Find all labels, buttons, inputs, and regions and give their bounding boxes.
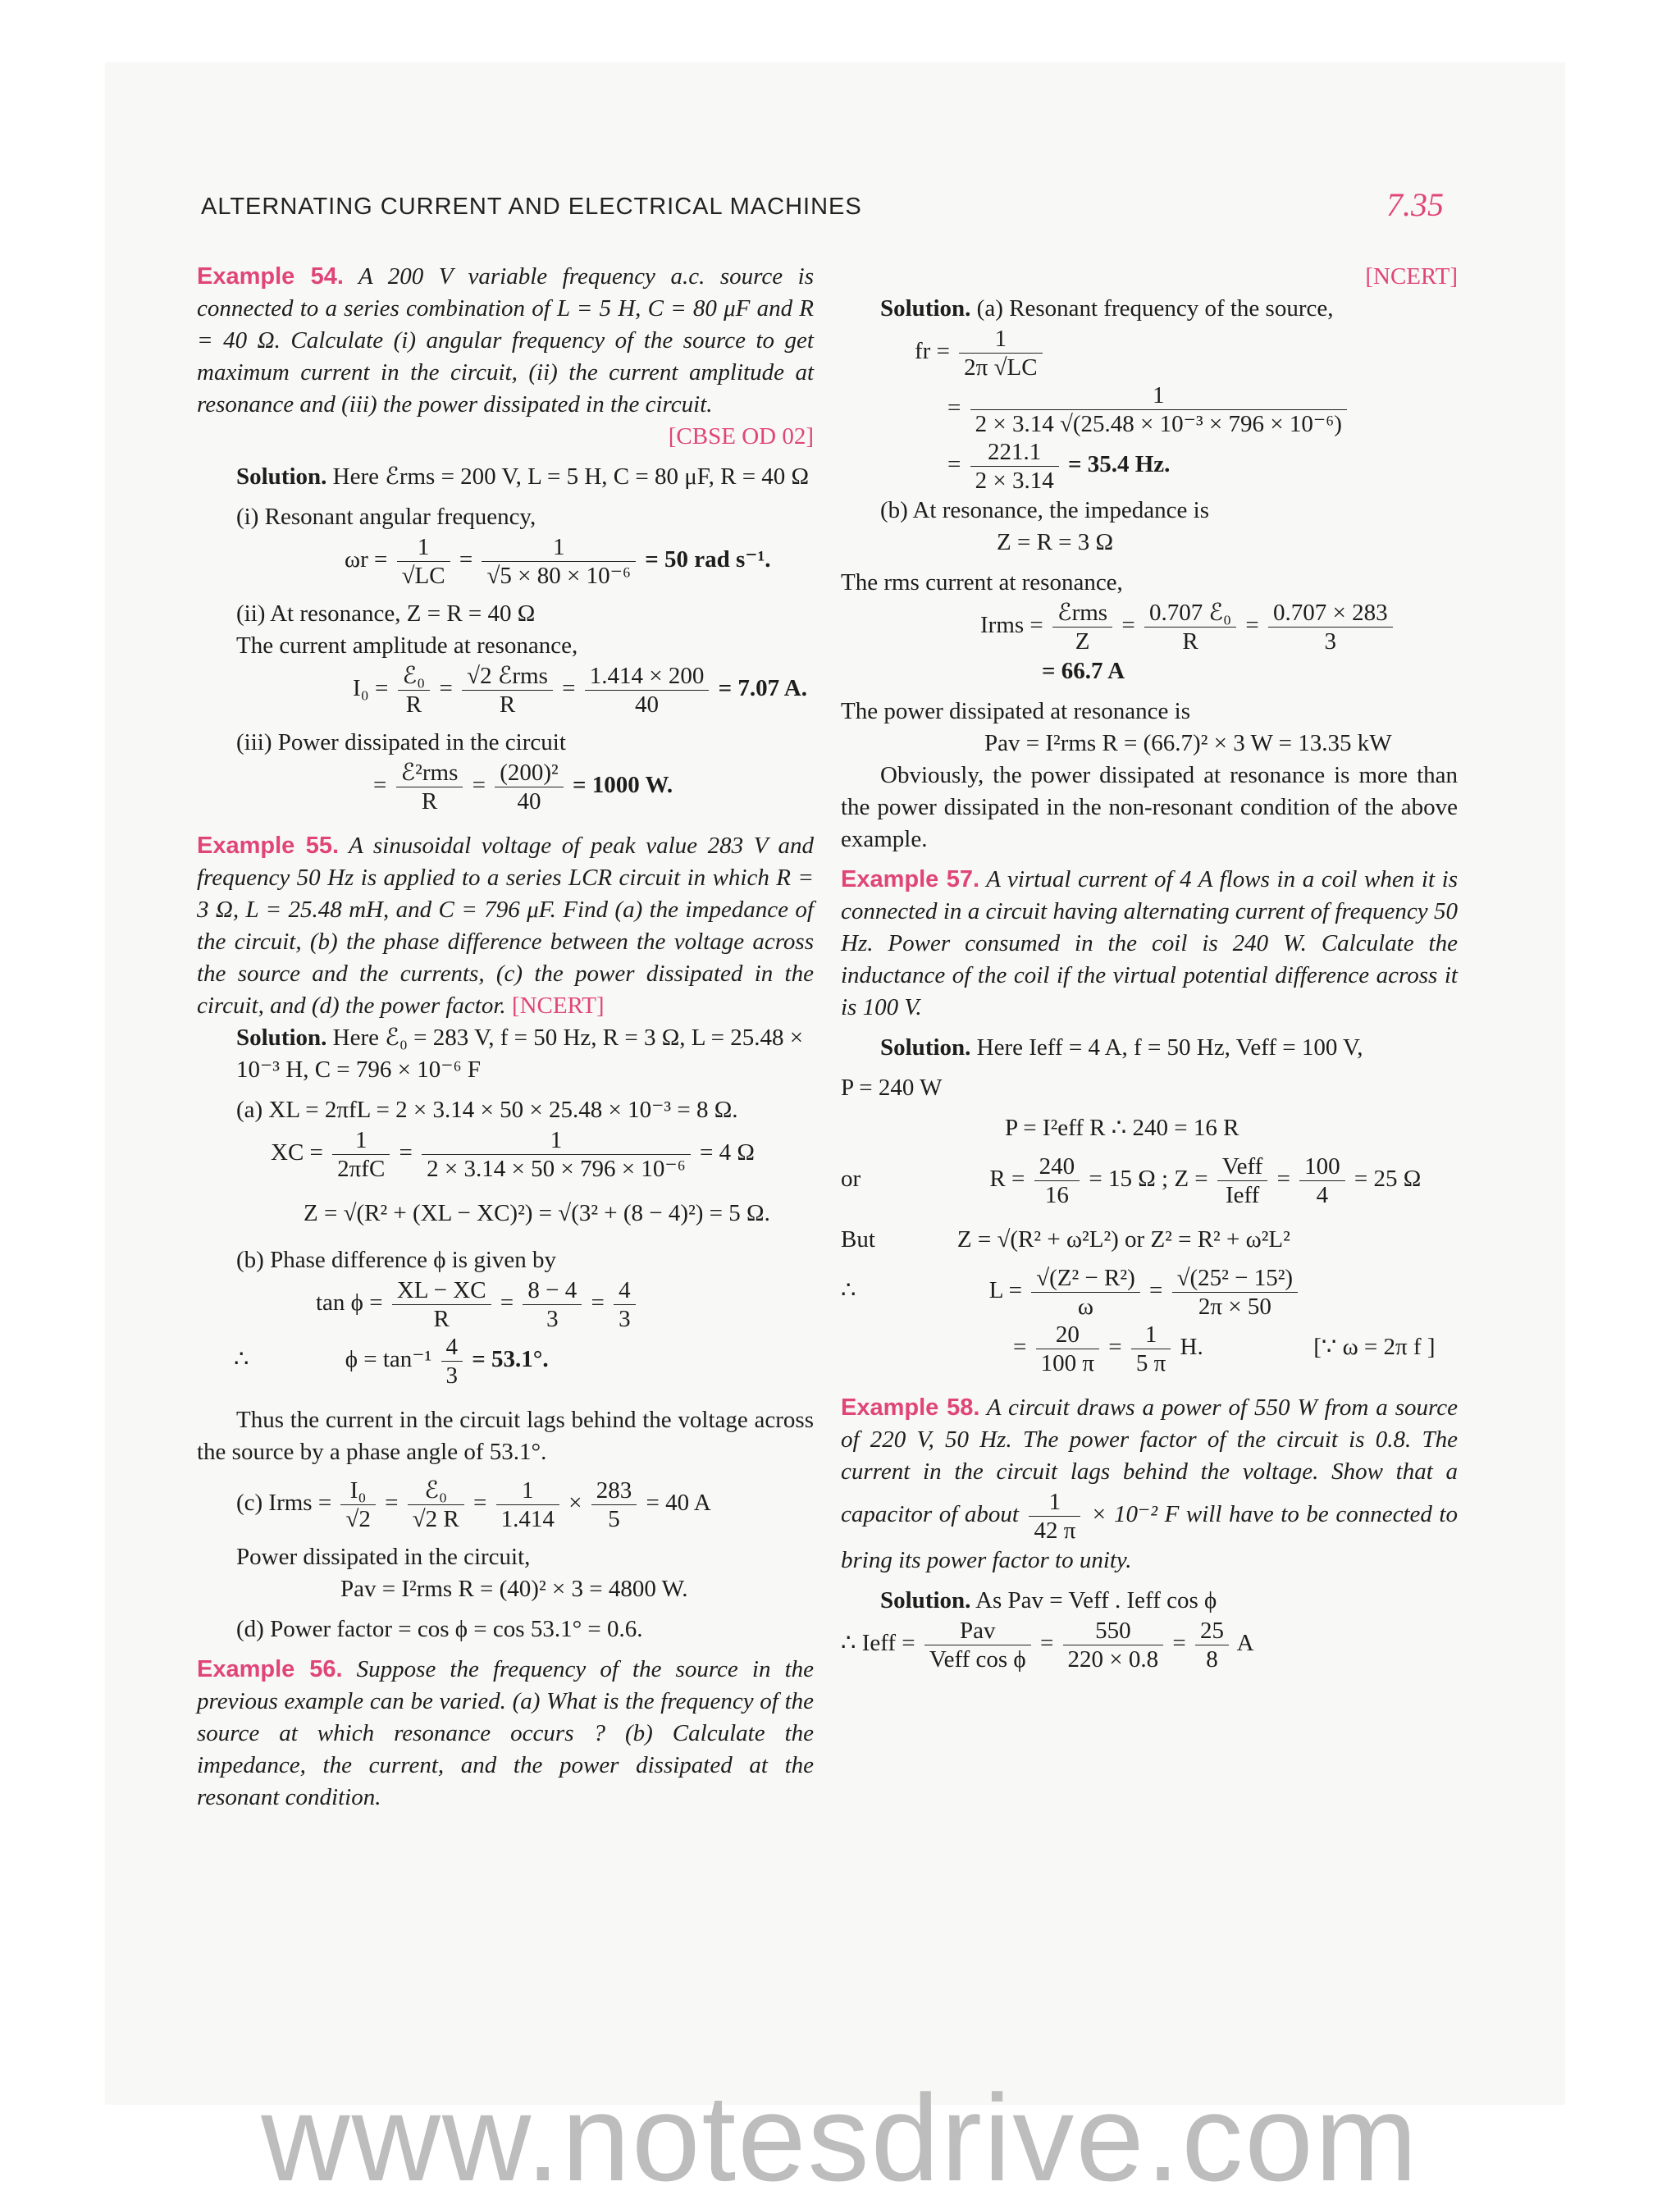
fraction-numerator: 25 <box>1195 1617 1229 1645</box>
fraction-denominator: 8 <box>1206 1646 1218 1673</box>
fraction-denominator: 3 <box>1324 628 1337 655</box>
example-57: Example 57. A virtual current of 4 A flows in a coil when it is connected in a circuit having alternating current of frequency 50 Hz. Power consumed in the coil is 240 W. Calculate the inductance of the coil if the virtual potential difference across it is 100 V. <box>841 866 1459 1020</box>
xc-equation: XC = $\frac{1}{\text{2πfC}}$ = $\frac{1}{\text{2 × 3.14 × 50 × 796 × 10⁻⁶}}$ = 4 Ω <box>271 1127 755 1182</box>
fraction-numerator: 100 <box>1299 1152 1345 1181</box>
example-55-tag: [NCERT] <box>511 993 605 1019</box>
fraction-numerator: 1 <box>422 1126 691 1155</box>
fraction-denominator: 40 <box>517 788 541 815</box>
fraction <box>523 1276 582 1333</box>
step-b-label: (b) Phase difference ϕ is given by <box>236 1247 556 1273</box>
example-56-label: Example 56. <box>197 1656 343 1682</box>
right-column <box>841 261 1458 1673</box>
fraction-numerator: (200)² <box>495 759 564 787</box>
example-56: Example 56. Suppose the frequency of the source in the previous example can be varied. (a) What is the frequency of the source at which resonance occurs ? (b) Calculate the impedance, the current, and the power dissipated at the resonant condition. <box>197 1656 815 1810</box>
fraction-denominator: 40 <box>635 691 660 718</box>
fr-equation: fr = $\frac{1}{2\pi √LC}$ <box>841 325 1458 381</box>
fraction <box>462 662 553 719</box>
fraction <box>1217 1152 1267 1209</box>
fraction-denominator: 3 <box>445 1362 459 1389</box>
fraction-denominator: ω <box>1077 1294 1094 1320</box>
fraction <box>614 1276 636 1333</box>
running-header: ALTERNATING CURRENT AND ELECTRICAL MACHINES <box>201 194 862 220</box>
page-number: 7.35 <box>1386 186 1444 223</box>
power-equation: Pav = I²rms R = (40)² × 3 = 4800 W. <box>340 1576 688 1602</box>
fraction-numerator: 1 <box>482 533 636 562</box>
xl-equation: (a) XL = 2πfL = 2 × 3.14 × 50 × 25.48 × 10⁻³ = 8 Ω. <box>236 1097 738 1123</box>
example-54 <box>197 261 814 421</box>
lag-text: Thus the current in the circuit lags behind the voltage across the source by a phase angle of 53.1°. <box>197 1407 814 1465</box>
fraction-denominator: 2 × 3.14 √(25.48 × 10⁻³ × 796 × 10⁻⁶) <box>975 411 1342 437</box>
fraction-denominator: 100 π <box>1040 1350 1095 1376</box>
fraction <box>1172 1264 1298 1321</box>
example-56-solution: Solution. (a) Resonant frequency of the source, <box>880 295 1334 322</box>
omega-equation: ωr = $\frac{1}{√LC}$ = $\frac{1}{\text{√5 × 80 × 10⁻⁶}}$ = 50 rad s⁻¹. <box>345 534 771 589</box>
fraction-numerator: 1 <box>959 325 1042 354</box>
ieff-equation: ∴ Ieff = $\frac{\text{Pav}}{\text{Veff cos ϕ}}$ = $\frac{550}{220 \times 0.8}$ = $\frac{25}{8}$ A <box>841 1618 1254 1673</box>
fraction-numerator: 4 <box>614 1276 636 1305</box>
step-iii-label: (iii) Power dissipated in the circuit <box>236 729 566 755</box>
fraction-numerator: 1 <box>970 381 1347 410</box>
fraction-numerator: 0.707 × 283 <box>1268 599 1393 628</box>
fraction-numerator: 20 <box>1036 1321 1099 1349</box>
irms-equation: Irms = $\frac{\text{ℰrms}}{Z}$ = $\frac{\text{0.707 ℰ₀}}{R}$ = $\frac{0.707 \times 283}{3}$ <box>841 599 1458 655</box>
fraction <box>392 1276 491 1333</box>
fraction-numerator: Veff <box>1217 1152 1267 1181</box>
fraction-numerator: I₀ <box>340 1476 375 1505</box>
fraction <box>924 1617 1031 1673</box>
fr-equation-step: = $\frac{1}{\text{2 × 3.14 √(25.48 × 10⁻³ × 796 × 10⁻⁶)}}$ <box>841 381 1458 438</box>
fraction <box>970 381 1347 438</box>
obvious-text: Obviously, the power dissipated at resonance is more than the power dissipated in the non-resonant condition of the above example. <box>841 762 1458 852</box>
fraction-denominator: √LC <box>401 563 445 589</box>
example-55-given: Solution. Here ℰ₀ = 283 V, f = 50 Hz, R = 3 Ω, L = 25.48 × 10⁻³ H, C = 796 × 10⁻⁶ F <box>236 1025 804 1083</box>
example-54-given: Solution. Here ℰrms = 200 V, L = 5 H, C = 80 μF, R = 40 Ω <box>236 463 810 490</box>
fraction-denominator: 16 <box>1044 1182 1069 1208</box>
example-56-tag: [NCERT] <box>1365 263 1458 290</box>
fraction-denominator: R <box>1182 628 1198 655</box>
fraction-denominator: √2 R <box>412 1506 459 1532</box>
fraction-denominator: R <box>499 691 516 718</box>
fraction <box>970 438 1059 495</box>
example-57-given: Solution. Here Ieff = 4 A, f = 50 Hz, Veff = 100 V, <box>880 1034 1363 1061</box>
fraction <box>1029 1488 1080 1545</box>
fraction-denominator: 2 × 3.14 <box>975 468 1054 494</box>
fraction <box>1144 599 1236 655</box>
fraction <box>495 759 564 815</box>
fraction-numerator: 221.1 <box>970 438 1059 467</box>
fraction <box>1268 599 1393 655</box>
r-z-equation: or R = $\frac{240}{16}$ = 15 Ω ; Z = $\frac{\text{Veff}}{\text{Ieff}}$ = $\frac{100}{4}$ = 25 Ω <box>841 1153 1422 1208</box>
fr-result: = $\frac{221.1}{2 \times 3.14}$ = 35.4 Hz. <box>947 439 1171 494</box>
fraction-denominator: √2 <box>345 1506 371 1532</box>
irms-equation: (c) Irms = $\frac{\text{I₀}}{√2}$ = $\frac{\text{ℰ₀}}{√2 R}$ = $\frac{1}{1.414}$ × $\frac{283}{5}$ = 40 A <box>236 1477 711 1532</box>
fraction <box>398 662 431 719</box>
fraction-numerator: ℰ₀ <box>408 1476 464 1505</box>
fraction-numerator: ℰ²rms <box>396 759 463 787</box>
fraction-denominator: 4 <box>1316 1182 1329 1208</box>
impedance-line: Z = R = 3 Ω <box>997 529 1114 555</box>
l-equation: ∴ L = $\frac{\text{√(Z² − R²)}}{\omega}$ = $\frac{\text{√(25² − 15²)}}{2\pi \times 50}$ <box>841 1264 1458 1321</box>
step-b-label: (b) At resonance, the impedance is <box>880 497 1210 523</box>
fraction-numerator: 1 <box>1029 1488 1080 1517</box>
fraction-denominator: R <box>433 1306 450 1332</box>
power-equation: = $\frac{\text{ℰ²rms}}{R}$ = $\frac{\text{(200)²}}{40}$ = 1000 W. <box>373 760 673 815</box>
fraction-denominator: 220 × 0.8 <box>1067 1646 1159 1673</box>
fraction-denominator: 3 <box>546 1306 559 1332</box>
fraction <box>1036 1321 1099 1377</box>
current-amplitude-equation: I₀ = $\frac{\text{ℰ₀}}{R}$ = $\frac{\text{√2 ℰrms}}{R}$ = $\frac{1.414 \times 200}{40}$ = 7.07 A. <box>353 663 807 718</box>
fraction <box>1031 1264 1140 1321</box>
irms-result: = 66.7 A <box>1042 658 1125 684</box>
fraction <box>441 1333 463 1390</box>
example-58-solution: Solution. As Pav = Veff . Ieff cos ϕ <box>880 1587 1217 1613</box>
fraction-numerator: 4 <box>441 1333 463 1362</box>
phi-equation: ∴ ϕ = tan⁻¹ $\frac{4}{3}$ = 53.1°. <box>234 1334 549 1389</box>
example-57-label: Example 57. <box>841 866 980 892</box>
fraction-numerator: ℰrms <box>1052 599 1112 628</box>
example-54-tag: [CBSE OD 02] <box>668 423 814 450</box>
fraction-denominator: 2π × 50 <box>1198 1294 1271 1320</box>
fraction <box>591 1476 637 1533</box>
example-55-label: Example 55. <box>197 833 340 859</box>
fraction <box>1131 1321 1171 1377</box>
impedance-equation: Z = √(R² + (XL − XC)²) = √(3² + (8 − 4)²) = 5 Ω. <box>304 1200 770 1226</box>
fraction-numerator: XL − XC <box>392 1276 491 1305</box>
example-58: Example 58. A circuit draws a power of 550 W from a source of 220 V, 50 Hz. The power factor of the circuit is 0.8. The current in the circuit lags behind the voltage. Show that a capacitor of about $\frac{1}{42 \pi}$ × 10⁻² F will have to be connected to bring its power factor to unity. <box>841 1394 1458 1573</box>
fraction-numerator: Pav <box>924 1617 1031 1645</box>
power-factor-line: (d) Power factor = cos ϕ = cos 53.1° = 0.6. <box>236 1616 643 1642</box>
step-i-label: (i) Resonant angular frequency, <box>236 504 536 530</box>
omega-note: [∵ ω = 2π f ] <box>1313 1334 1436 1361</box>
left-column <box>197 261 814 1814</box>
fraction-numerator: 1 <box>332 1126 390 1155</box>
l-result: = $\frac{20}{100 \pi}$ = $\frac{1}{5 \pi}$ H. [∵ ω = 2π f ] <box>1013 1321 1436 1376</box>
fraction <box>482 533 636 590</box>
fraction <box>422 1126 691 1183</box>
fraction-denominator: R <box>421 788 438 815</box>
fraction <box>1299 1152 1345 1209</box>
fraction-numerator: √2 ℰrms <box>462 662 553 691</box>
power-text: Power dissipated in the circuit, <box>236 1544 531 1570</box>
fraction-denominator: 5 π <box>1135 1350 1166 1376</box>
fraction <box>1052 599 1112 655</box>
fraction <box>340 1476 375 1533</box>
fraction-denominator: 2π √LC <box>964 354 1038 381</box>
fraction-denominator: R <box>405 691 422 718</box>
fraction-numerator: 1.414 × 200 <box>585 662 710 691</box>
example-57-given-power: P = 240 W <box>841 1075 943 1101</box>
fraction-numerator: ℰ₀ <box>398 662 431 691</box>
fraction-denominator: √5 × 80 × 10⁻⁶ <box>486 563 631 589</box>
step-ii-text: The current amplitude at resonance, <box>236 632 578 659</box>
example-58-label: Example 58. <box>841 1394 980 1421</box>
fraction-numerator: 283 <box>591 1476 637 1505</box>
fraction-numerator: 1 <box>397 533 450 562</box>
fraction-denominator: 2 × 3.14 × 50 × 796 × 10⁻⁶ <box>427 1156 686 1182</box>
fraction-denominator: 42 π <box>1034 1518 1076 1544</box>
fraction <box>1063 1617 1164 1673</box>
example-54-question: A 200 V variable frequency a.c. source is connected to a series combination of L = 5 H, C = 80 μF and R = 40 Ω. Calculate (i) angular frequency of the source to get maximum current in the circuit, (ii) the current amplitude at resonance and (iii) the power dissipated in the circuit. <box>197 263 815 418</box>
fraction <box>396 759 463 815</box>
tan-equation: tan ϕ = $\frac{XL - XC}{R}$ = $\frac{8 - 4}{3}$ = $\frac{4}{3}$ <box>197 1276 814 1333</box>
fraction-denominator: 1.414 <box>500 1506 555 1532</box>
fraction <box>397 533 450 590</box>
fraction-numerator: √(Z² − R²) <box>1031 1264 1140 1293</box>
example-55: Example 55. A sinusoidal voltage of peak value 283 V and frequency 50 Hz is applied to a series LCR circuit in which R = 3 Ω, L = 25.48 mH, and C = 796 μF. Find (a) the impedance of the circuit, (b) the phase difference between the voltage across the source and the currents, (c) the power dissipated in the circuit, and (d) the power factor. [NCERT] <box>197 833 814 1019</box>
p-equation: P = I²eff R ∴ 240 = 16 R <box>1005 1115 1239 1141</box>
watermark: www.notesdrive.com <box>261 2069 1419 2207</box>
fraction-denominator: 3 <box>619 1306 631 1332</box>
fraction-denominator: Veff cos ϕ <box>929 1646 1026 1673</box>
fraction-denominator: 5 <box>608 1506 620 1532</box>
fraction-denominator: 2πfC <box>337 1156 386 1182</box>
fraction-denominator: Ieff <box>1225 1182 1260 1208</box>
fraction <box>408 1476 464 1533</box>
solution-label: Solution. <box>236 463 327 490</box>
fraction-numerator: √(25² − 15²) <box>1172 1264 1298 1293</box>
fraction <box>959 325 1042 381</box>
step-ii-label: (ii) At resonance, Z = R = 40 Ω <box>236 600 536 627</box>
fraction <box>1195 1617 1229 1673</box>
fraction-numerator: 1 <box>496 1476 559 1505</box>
fraction <box>1034 1152 1080 1209</box>
power-equation: Pav = I²rms R = (66.7)² × 3 W = 13.35 kW <box>984 730 1392 756</box>
power-text: The power dissipated at resonance is <box>841 698 1190 724</box>
fraction-denominator: Z <box>1075 628 1090 655</box>
fraction <box>585 662 710 719</box>
example-54-label: Example 54. <box>197 263 344 290</box>
but-equation: But Z = √(R² + ω²L²) or Z² = R² + ω²L² <box>841 1226 1290 1253</box>
fraction-numerator: 8 − 4 <box>523 1276 582 1305</box>
fraction <box>496 1476 559 1533</box>
fraction-numerator: 550 <box>1063 1617 1164 1645</box>
fraction-numerator: 1 <box>1131 1321 1171 1349</box>
fraction <box>332 1126 390 1183</box>
fraction-numerator: 240 <box>1034 1152 1080 1181</box>
fraction-numerator: 0.707 ℰ₀ <box>1144 599 1236 628</box>
rms-text: The rms current at resonance, <box>841 569 1123 596</box>
